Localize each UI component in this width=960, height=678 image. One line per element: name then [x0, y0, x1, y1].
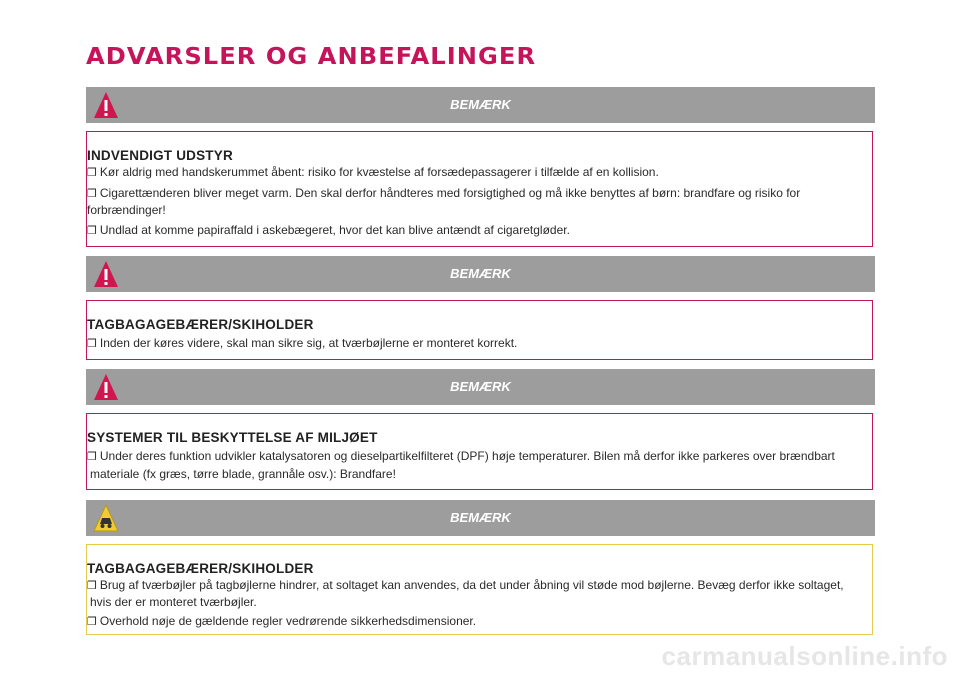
note-box-3: [86, 413, 873, 490]
checkbox-bullet-icon: ❒: [87, 579, 97, 592]
section-heading: INDVENDIGT UDSTYR: [87, 148, 233, 163]
checkbox-bullet-icon: ❒: [87, 187, 97, 200]
checkbox-bullet-icon: ❒: [87, 224, 97, 237]
list-item-continuation: hvis der er monteret tværbøjler.: [90, 595, 257, 609]
checkbox-bullet-icon: ❒: [87, 615, 97, 628]
watermark: carmanualsonline.info: [661, 641, 948, 671]
checkbox-bullet-icon: ❒: [87, 166, 97, 179]
note-bar-2: [86, 256, 875, 292]
list-item: ❒ Overhold nøje de gældende regler vedrørende sikkerhedsdimensioner.: [87, 614, 477, 628]
checkbox-bullet-icon: ❒: [87, 337, 97, 350]
note-bar-3: [86, 369, 875, 405]
list-item: ❒ Brug af tværbøjler på tagbøjlerne hindrer, at soltaget kan anvendes, da det under åbning vil støde mod bøjlerne. Bevæg derfor ikke soltaget,: [87, 578, 844, 592]
list-item: ❒ Under deres funktion udvikler katalysatoren og dieselpartikelfilteret (DPF) høje temperaturer. Bilen må derfor ikke parkeres over brændbart: [87, 449, 835, 463]
list-item: ❒ Kør aldrig med handskerummet åbent: risiko for kvæstelse af forsædepassagerer i tilfælde af en kollision.: [87, 165, 659, 179]
note-bar-label: BEMÆRK: [450, 510, 511, 525]
list-item: ❒ Undlad at komme papiraffald i askebægeret, hvor det kan blive antændt af cigaretgløder.: [87, 223, 570, 237]
list-item: ❒ Inden der køres videre, skal man sikre sig, at tværbøjlerne er monteret korrekt.: [87, 336, 518, 350]
note-bar-1: [86, 87, 875, 123]
note-box-4: [86, 544, 873, 635]
list-item-continuation: materiale (fx græs, tørre blade, grannåle osv.): Brandfare!: [90, 467, 396, 481]
note-bar-label: BEMÆRK: [450, 379, 511, 394]
note-bar-label: BEMÆRK: [450, 266, 511, 281]
section-heading: SYSTEMER TIL BESKYTTELSE AF MILJØET: [87, 430, 378, 445]
section-heading: TAGBAGAGEBÆRER/SKIHOLDER: [87, 561, 314, 576]
list-item: ❒ Cigarettænderen bliver meget varm. Den skal derfor håndteres med forsigtighed og må ikke benyttes af børn: brandfare og risiko for: [87, 186, 801, 200]
page-title: ADVARSLER OG ANBEFALINGER: [86, 44, 537, 70]
checkbox-bullet-icon: ❒: [87, 450, 97, 463]
note-bar-4: [86, 500, 875, 536]
note-box-1: [86, 131, 873, 247]
section-heading: TAGBAGAGEBÆRER/SKIHOLDER: [87, 317, 314, 332]
list-item-continuation: forbrændinger!: [87, 203, 166, 217]
note-bar-label: BEMÆRK: [450, 97, 511, 112]
note-box-2: [86, 300, 873, 360]
